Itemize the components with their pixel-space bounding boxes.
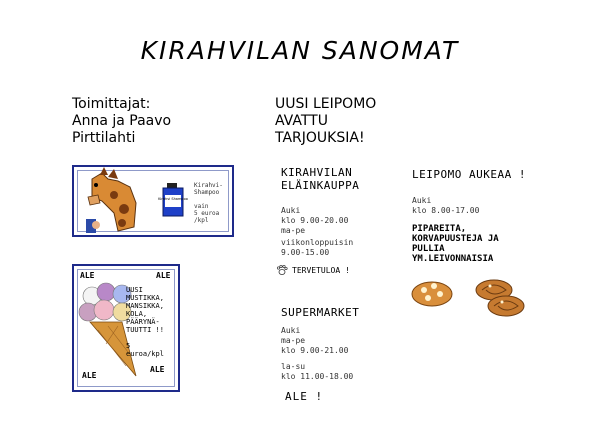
sale-label: ALE	[150, 365, 165, 374]
page-title: KIRAHVILAN SANOMAT	[140, 36, 460, 65]
ad-line: TUUTTI !!	[126, 326, 164, 334]
headline-line: UUSI LEIPOMO	[275, 96, 377, 112]
sale-label: ALE	[80, 271, 95, 280]
hours-line: Auki	[281, 206, 301, 215]
product-line: PULLIA	[412, 244, 445, 254]
hours-line: Auki	[281, 326, 301, 335]
product-line: KORVAPUUSTEJA JA	[412, 234, 499, 244]
bottle-label: Kirahvi Shampoo	[158, 197, 188, 201]
ad-line: Kirahvi-	[194, 182, 223, 189]
ad-line: 5	[126, 342, 131, 350]
icecream-ad	[72, 264, 180, 392]
bakery-name: LEIPOMO AUKEAA !	[412, 168, 526, 181]
ad-line	[194, 196, 223, 203]
hours-line: la-su	[281, 362, 306, 371]
product-line: YM.LEIVONNAISIA	[412, 254, 494, 264]
paw-icon	[276, 264, 288, 276]
pet-shop-name-line: KIRAHVILAN	[281, 166, 353, 179]
pastries-illustration	[410, 276, 530, 320]
hours-line: 9.00-15.00	[281, 248, 330, 257]
ad-line: /kpl	[194, 217, 209, 224]
hours-line: Auki	[412, 196, 432, 205]
sale-label: ALE	[156, 271, 171, 280]
shampoo-ad-text	[194, 182, 223, 224]
ad-line: euroa/kpl	[126, 350, 164, 358]
pet-shop-name-line: ELÄINKAUPPA	[281, 179, 360, 192]
editors-line: Pirttilahti	[72, 130, 136, 146]
pet-shop-hours	[281, 206, 348, 236]
hours-line: klo 9.00-21.00	[281, 346, 349, 355]
hours-line: klo 11.00-18.00	[281, 372, 354, 381]
ad-line: MUSTIKKA,	[126, 294, 164, 302]
editors-line: Toimittajat:	[72, 96, 151, 112]
product-line: PIPAREITA,	[412, 224, 467, 234]
supermarket-sale: ALE !	[285, 390, 324, 403]
editors-line: Anna ja Paavo	[72, 113, 172, 129]
pet-shop-name	[281, 166, 359, 192]
ad-line: vain	[194, 203, 209, 210]
ad-line: KOLA,	[126, 310, 148, 318]
ad-line	[126, 334, 164, 342]
hours-line: klo 8.00-17.00	[412, 206, 480, 215]
welcome-line	[276, 264, 350, 276]
sale-label: ALE	[82, 371, 97, 380]
shampoo-bottle-icon	[158, 183, 188, 217]
ad-line: 5 euroa	[194, 210, 220, 217]
hours-line: ma-pe	[281, 336, 306, 345]
bakery-products	[412, 224, 499, 264]
editors-block	[72, 96, 171, 147]
headline-line: TARJOUKSIA!	[275, 130, 365, 146]
ad-line: UUSI	[126, 286, 143, 294]
hours-line: viikonloppuisin	[281, 238, 354, 247]
ad-line: MANSIKKA,	[126, 302, 164, 310]
ad-line: PÄÄRYNÄ-	[126, 318, 160, 326]
headline-block	[275, 96, 376, 147]
icecream-ad-text	[126, 286, 164, 358]
supermarket-hours	[281, 326, 348, 356]
hours-line: ma-pe	[281, 226, 306, 235]
shampoo-ad	[72, 165, 234, 237]
supermarket-weekend-hours	[281, 362, 353, 382]
bakery-hours	[412, 196, 479, 216]
ad-line: Shampoo	[194, 189, 220, 196]
hours-line: klo 9.00-20.00	[281, 216, 349, 225]
supermarket-name: SUPERMARKET	[281, 306, 360, 319]
welcome-text: TERVETULOA !	[292, 265, 350, 275]
headline-line: AVATTU	[275, 113, 328, 129]
pet-shop-weekend-hours	[281, 238, 353, 258]
